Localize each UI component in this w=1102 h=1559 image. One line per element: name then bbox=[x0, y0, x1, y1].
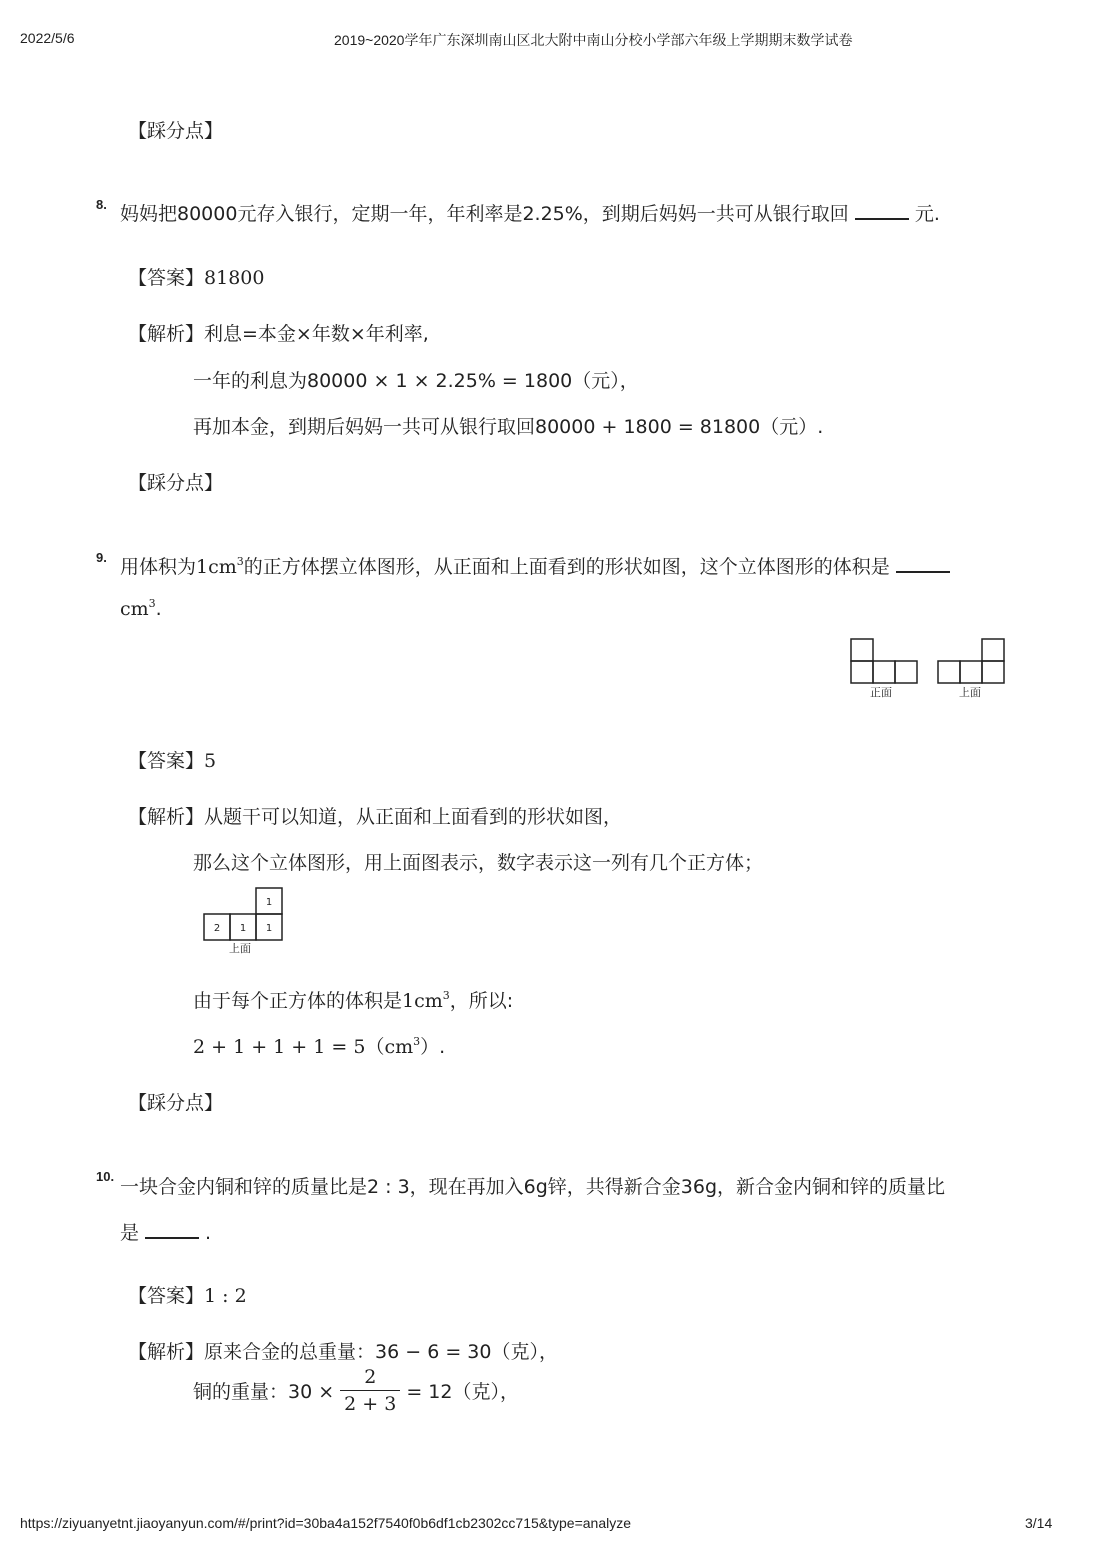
answer-row bbox=[128, 1281, 247, 1308]
analysis-line: 再加本金，到期后妈妈一共可从银行取回80000 + 1800 = 81800（元）. bbox=[193, 416, 824, 438]
views-figure bbox=[845, 634, 1015, 704]
analysis-text-part: = 12（克）， bbox=[406, 1381, 519, 1403]
question-number: 8. bbox=[96, 197, 107, 212]
fraction-denominator: 2 + 3 bbox=[344, 1393, 397, 1415]
top-view-count-grid bbox=[200, 884, 290, 956]
grid-cell-value: 1 bbox=[265, 897, 273, 908]
unit-text: cm bbox=[120, 598, 149, 620]
question-text-part: 妈妈把80000元存入银行，定期一年，年利率是2.25%，到期后妈妈一共可从银行取回 bbox=[120, 203, 849, 225]
analysis-line: 利息=本金×年数×年利率, bbox=[204, 323, 429, 345]
grid-cell-value: 1 bbox=[265, 923, 273, 934]
superscript: 3 bbox=[413, 1035, 421, 1048]
answer-blank[interactable] bbox=[896, 553, 950, 573]
analysis-text-part: ）. bbox=[420, 1036, 446, 1058]
answer-value: 1 : 2 bbox=[204, 1285, 247, 1307]
analysis-line bbox=[193, 1366, 519, 1415]
top-view-label: 上面 bbox=[959, 686, 981, 699]
question-text-continued bbox=[120, 1218, 211, 1245]
analysis-line bbox=[193, 1032, 445, 1059]
question-text-part: 元. bbox=[914, 203, 940, 225]
question-text-part: 是 bbox=[120, 1222, 140, 1244]
analysis-line: 从题干可以知道，从正面和上面看到的形状如图， bbox=[204, 806, 623, 828]
superscript: 3 bbox=[236, 555, 244, 568]
answer-value: 5 bbox=[204, 750, 217, 772]
question-text-part: . bbox=[155, 598, 162, 620]
analysis-line: 原来合金的总重量：36 − 6 = 30（克）， bbox=[204, 1341, 558, 1363]
analysis-label: 【解析】 bbox=[128, 806, 205, 828]
grid-cell-value: 1 bbox=[239, 923, 247, 934]
answer-label: 【答案】 bbox=[128, 1285, 205, 1307]
document-title: 2019~2020学年广东深圳南山区北大附中南山分校小学部六年级上学期期末数学试卷 bbox=[334, 32, 853, 48]
q7-points-label: 【踩分点】 bbox=[128, 120, 224, 142]
question-text bbox=[120, 552, 956, 579]
analysis-text-part: 2 + 1 + 1 + 1 = 5（cm bbox=[193, 1036, 414, 1058]
points-label: 【踩分点】 bbox=[128, 1092, 224, 1114]
analysis-row bbox=[128, 802, 622, 829]
grid-label: 上面 bbox=[229, 942, 251, 955]
answer-blank[interactable] bbox=[855, 200, 909, 220]
analysis-text-part: 由于每个正方体的体积是1cm bbox=[193, 990, 443, 1012]
question-text-part: 的正方体摆立体图形，从正面和上面看到的形状如图，这个立体图形的体积是 bbox=[243, 556, 890, 578]
answer-label: 【答案】 bbox=[128, 750, 205, 772]
front-view-label: 正面 bbox=[870, 686, 892, 699]
top-view bbox=[938, 639, 1004, 683]
question-number: 10. bbox=[96, 1169, 115, 1184]
question-text bbox=[120, 199, 940, 226]
analysis-label: 【解析】 bbox=[128, 1341, 205, 1363]
answer-row bbox=[128, 263, 264, 290]
analysis-text-part: ，所以: bbox=[449, 990, 514, 1012]
analysis-line: 那么这个立体图形，用上面图表示，数字表示这一列有几个正方体； bbox=[193, 852, 764, 874]
grid-cell-value: 2 bbox=[213, 923, 221, 934]
question-number: 9. bbox=[96, 550, 107, 565]
answer-value: 81800 bbox=[204, 267, 265, 289]
fraction-numerator: 2 bbox=[340, 1366, 400, 1391]
page-url[interactable]: https://ziyuanyetnt.jiaoyanyun.com/#/print?id=30ba4a152f7540f0b6df1cb2302cc715&type=analyze bbox=[20, 1515, 632, 1531]
question-text-part: 用体积为1cm bbox=[120, 556, 237, 578]
analysis-row bbox=[128, 1337, 558, 1364]
front-view bbox=[851, 639, 917, 683]
superscript: 3 bbox=[442, 989, 450, 1002]
superscript: 3 bbox=[148, 597, 156, 610]
analysis-row bbox=[128, 319, 429, 346]
fraction bbox=[340, 1366, 400, 1415]
print-date: 2022/5/6 bbox=[20, 30, 75, 46]
answer-blank[interactable] bbox=[145, 1219, 199, 1239]
page-number: 3/14 bbox=[1025, 1515, 1053, 1531]
answer-row bbox=[128, 746, 216, 773]
points-label: 【踩分点】 bbox=[128, 472, 224, 494]
analysis-text-part: 铜的重量：30 × bbox=[193, 1381, 335, 1403]
question-text-continued bbox=[120, 598, 162, 620]
analysis-label: 【解析】 bbox=[128, 323, 205, 345]
answer-label: 【答案】 bbox=[128, 267, 205, 289]
analysis-line: 一年的利息为80000 × 1 × 2.25% = 1800（元）， bbox=[193, 370, 639, 392]
analysis-line bbox=[193, 986, 513, 1013]
question-text-part: . bbox=[205, 1222, 212, 1244]
question-text: 一块合金内铜和锌的质量比是2 : 3，现在再加入6g锌，共得新合金36g，新合金内铜和锌的质量比 bbox=[120, 1176, 946, 1198]
